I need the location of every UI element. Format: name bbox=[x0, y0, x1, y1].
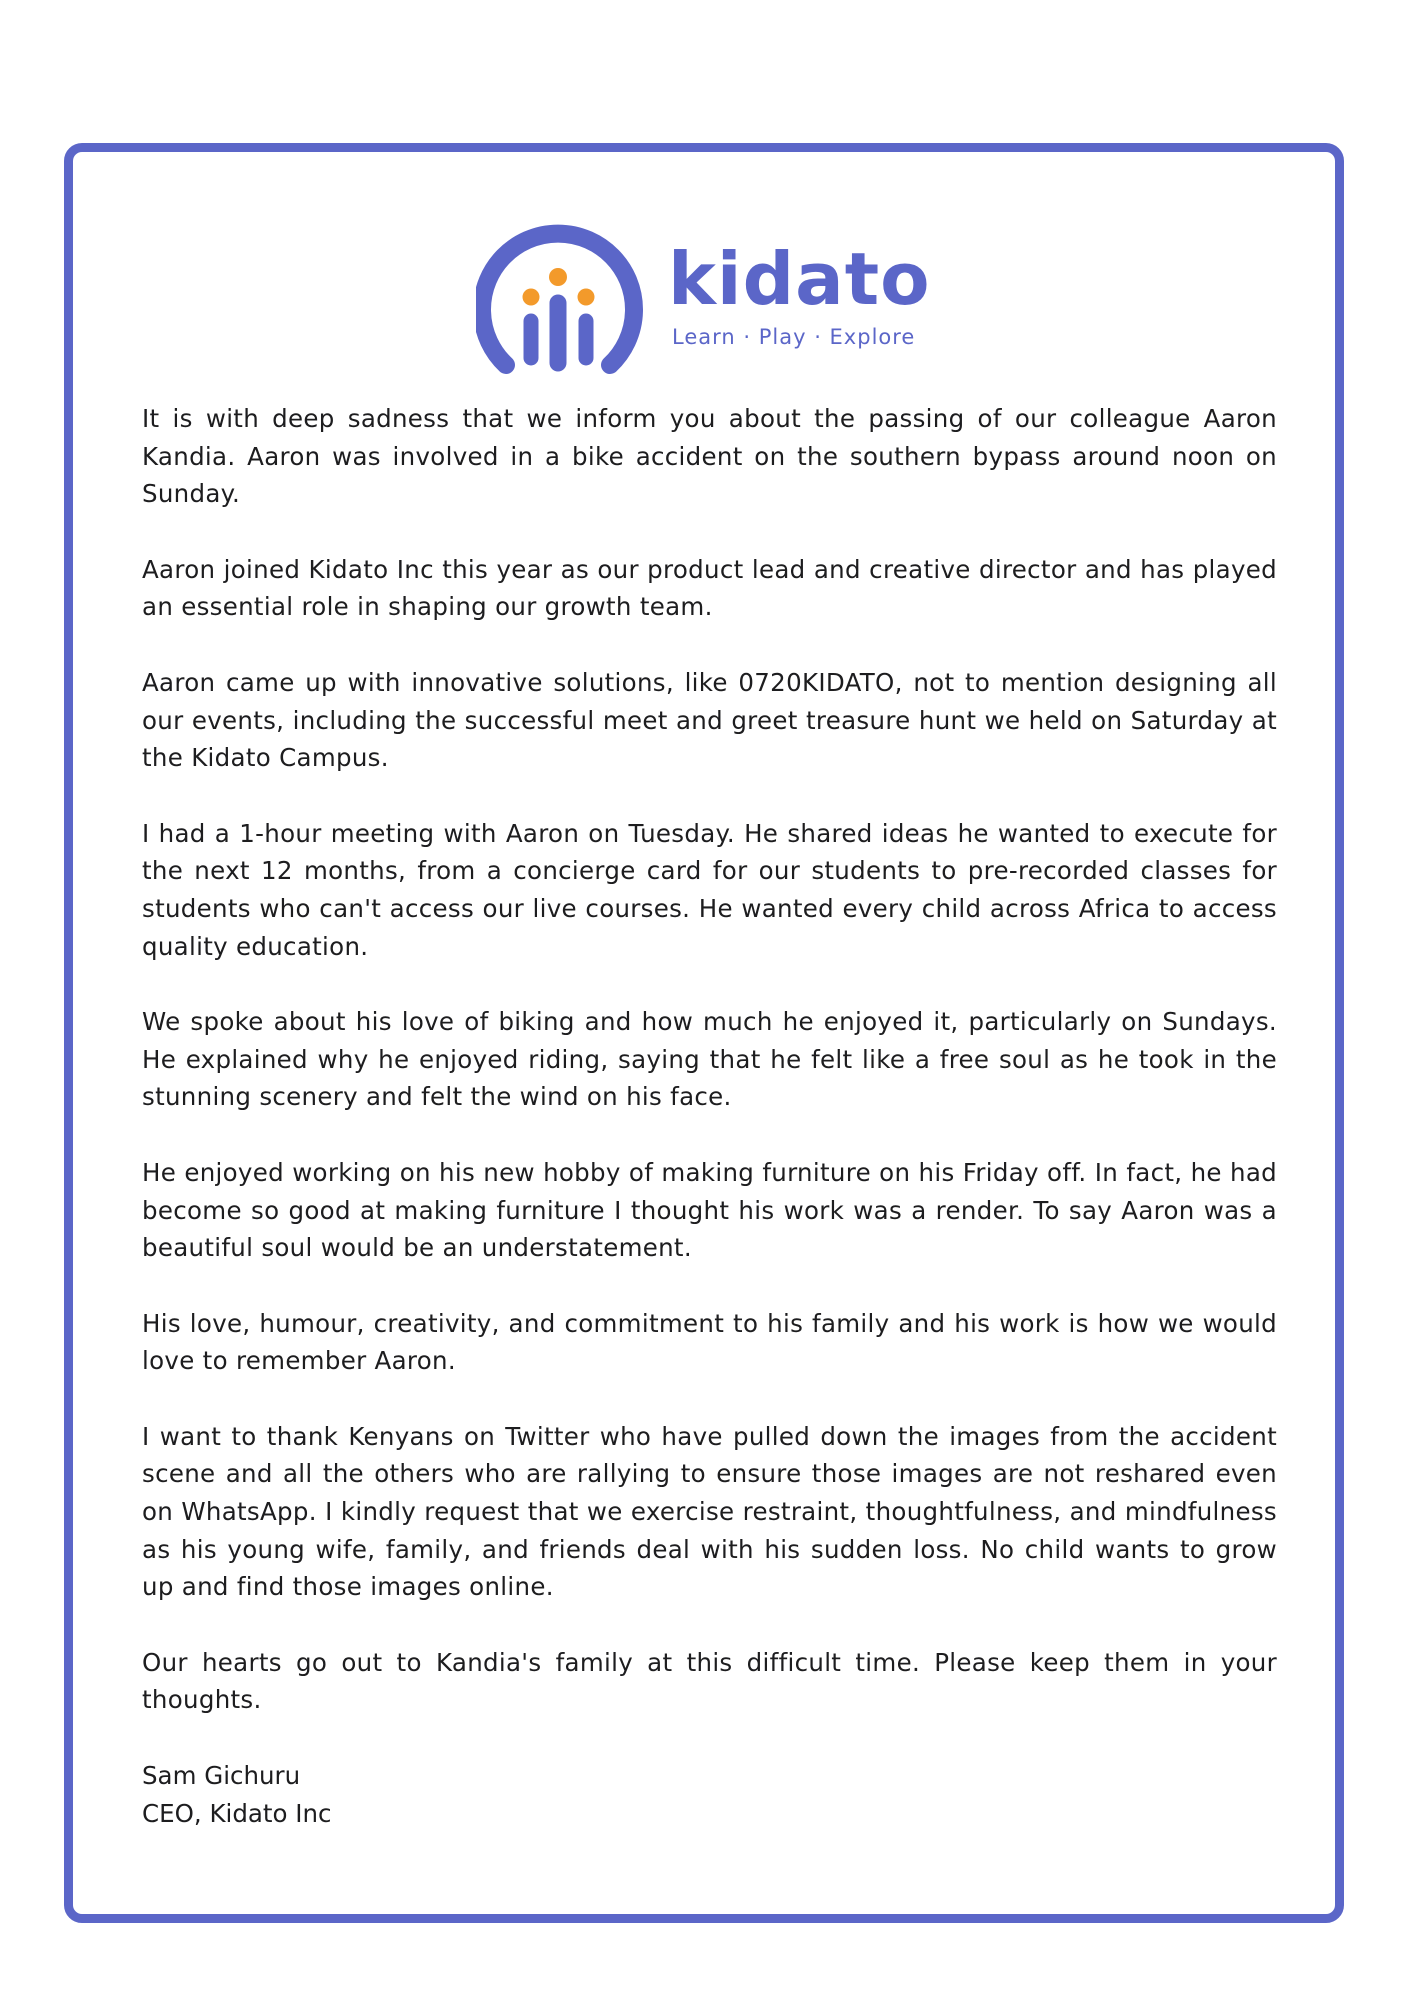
letter-paragraph: He enjoyed working on his new hobby of making furniture on his Friday off. In fact, he had become so good at making furniture I thought his work was a render. To say Aaron was a beautiful soul would be an understatement. bbox=[142, 1157, 1277, 1263]
letter-paragraph: Aaron came up with innovative solutions, like 0720KIDATO, not to mention designing all our events, including the successful meet and greet treasure hunt we held on Saturday at the Kidato Campus. bbox=[142, 667, 1277, 773]
letter-paragraph: It is with deep sadness that we inform you about the passing of our colleague Aaron Kandia. Aaron was involved in a bike accident on the southern bypass around noon on Sunday. bbox=[142, 404, 1277, 509]
letter-paragraph: Aaron joined Kidato Inc this year as our product lead and creative director and has played an essential role in shaping our growth team. bbox=[142, 554, 1277, 622]
letter-paragraph: I want to thank Kenyans on Twitter who have pulled down the images from the accident scene and all the others who are rallying to ensure those images are not reshared even on WhatsApp. I kindly request that we exercise restraint, thoughtfulness, and mindfulness as his young wife, family, and friends deal with his sudden loss. No child wants to grow up and find those images online. bbox=[142, 1421, 1277, 1602]
letter-body bbox=[142, 400, 1277, 1832]
brand-tagline: Learn · Play · Explore bbox=[672, 325, 916, 349]
signature-name: Sam Gichuru bbox=[142, 1761, 301, 1791]
kidato-arch-figures-icon bbox=[476, 215, 646, 375]
brand-name: kidato bbox=[668, 237, 931, 321]
letter-paragraph: His love, humour, creativity, and commitment to his family and his work is how we would love to remember Aaron. bbox=[142, 1308, 1277, 1376]
letter-paragraph: Our hearts go out to Kandia's family at this difficult time. Please keep them in your thoughts. bbox=[142, 1647, 1277, 1715]
letter-paragraph: I had a 1-hour meeting with Aaron on Tuesday. He shared ideas he wanted to execute for the next 12 months, from a concierge card for our students to pre-recorded classes for students who can't access our live courses. He wanted every child across Africa to access quality education. bbox=[142, 818, 1277, 961]
signature-title: CEO, Kidato Inc bbox=[142, 1798, 332, 1828]
kidato-logo bbox=[476, 215, 946, 375]
letter-paragraph: We spoke about his love of biking and how much he enjoyed it, particularly on Sundays. He explained why he enjoyed riding, saying that he felt like a free soul as he took in the stunning scenery and felt the wind on his face. bbox=[142, 1007, 1277, 1112]
signature-block bbox=[142, 1757, 1277, 1832]
